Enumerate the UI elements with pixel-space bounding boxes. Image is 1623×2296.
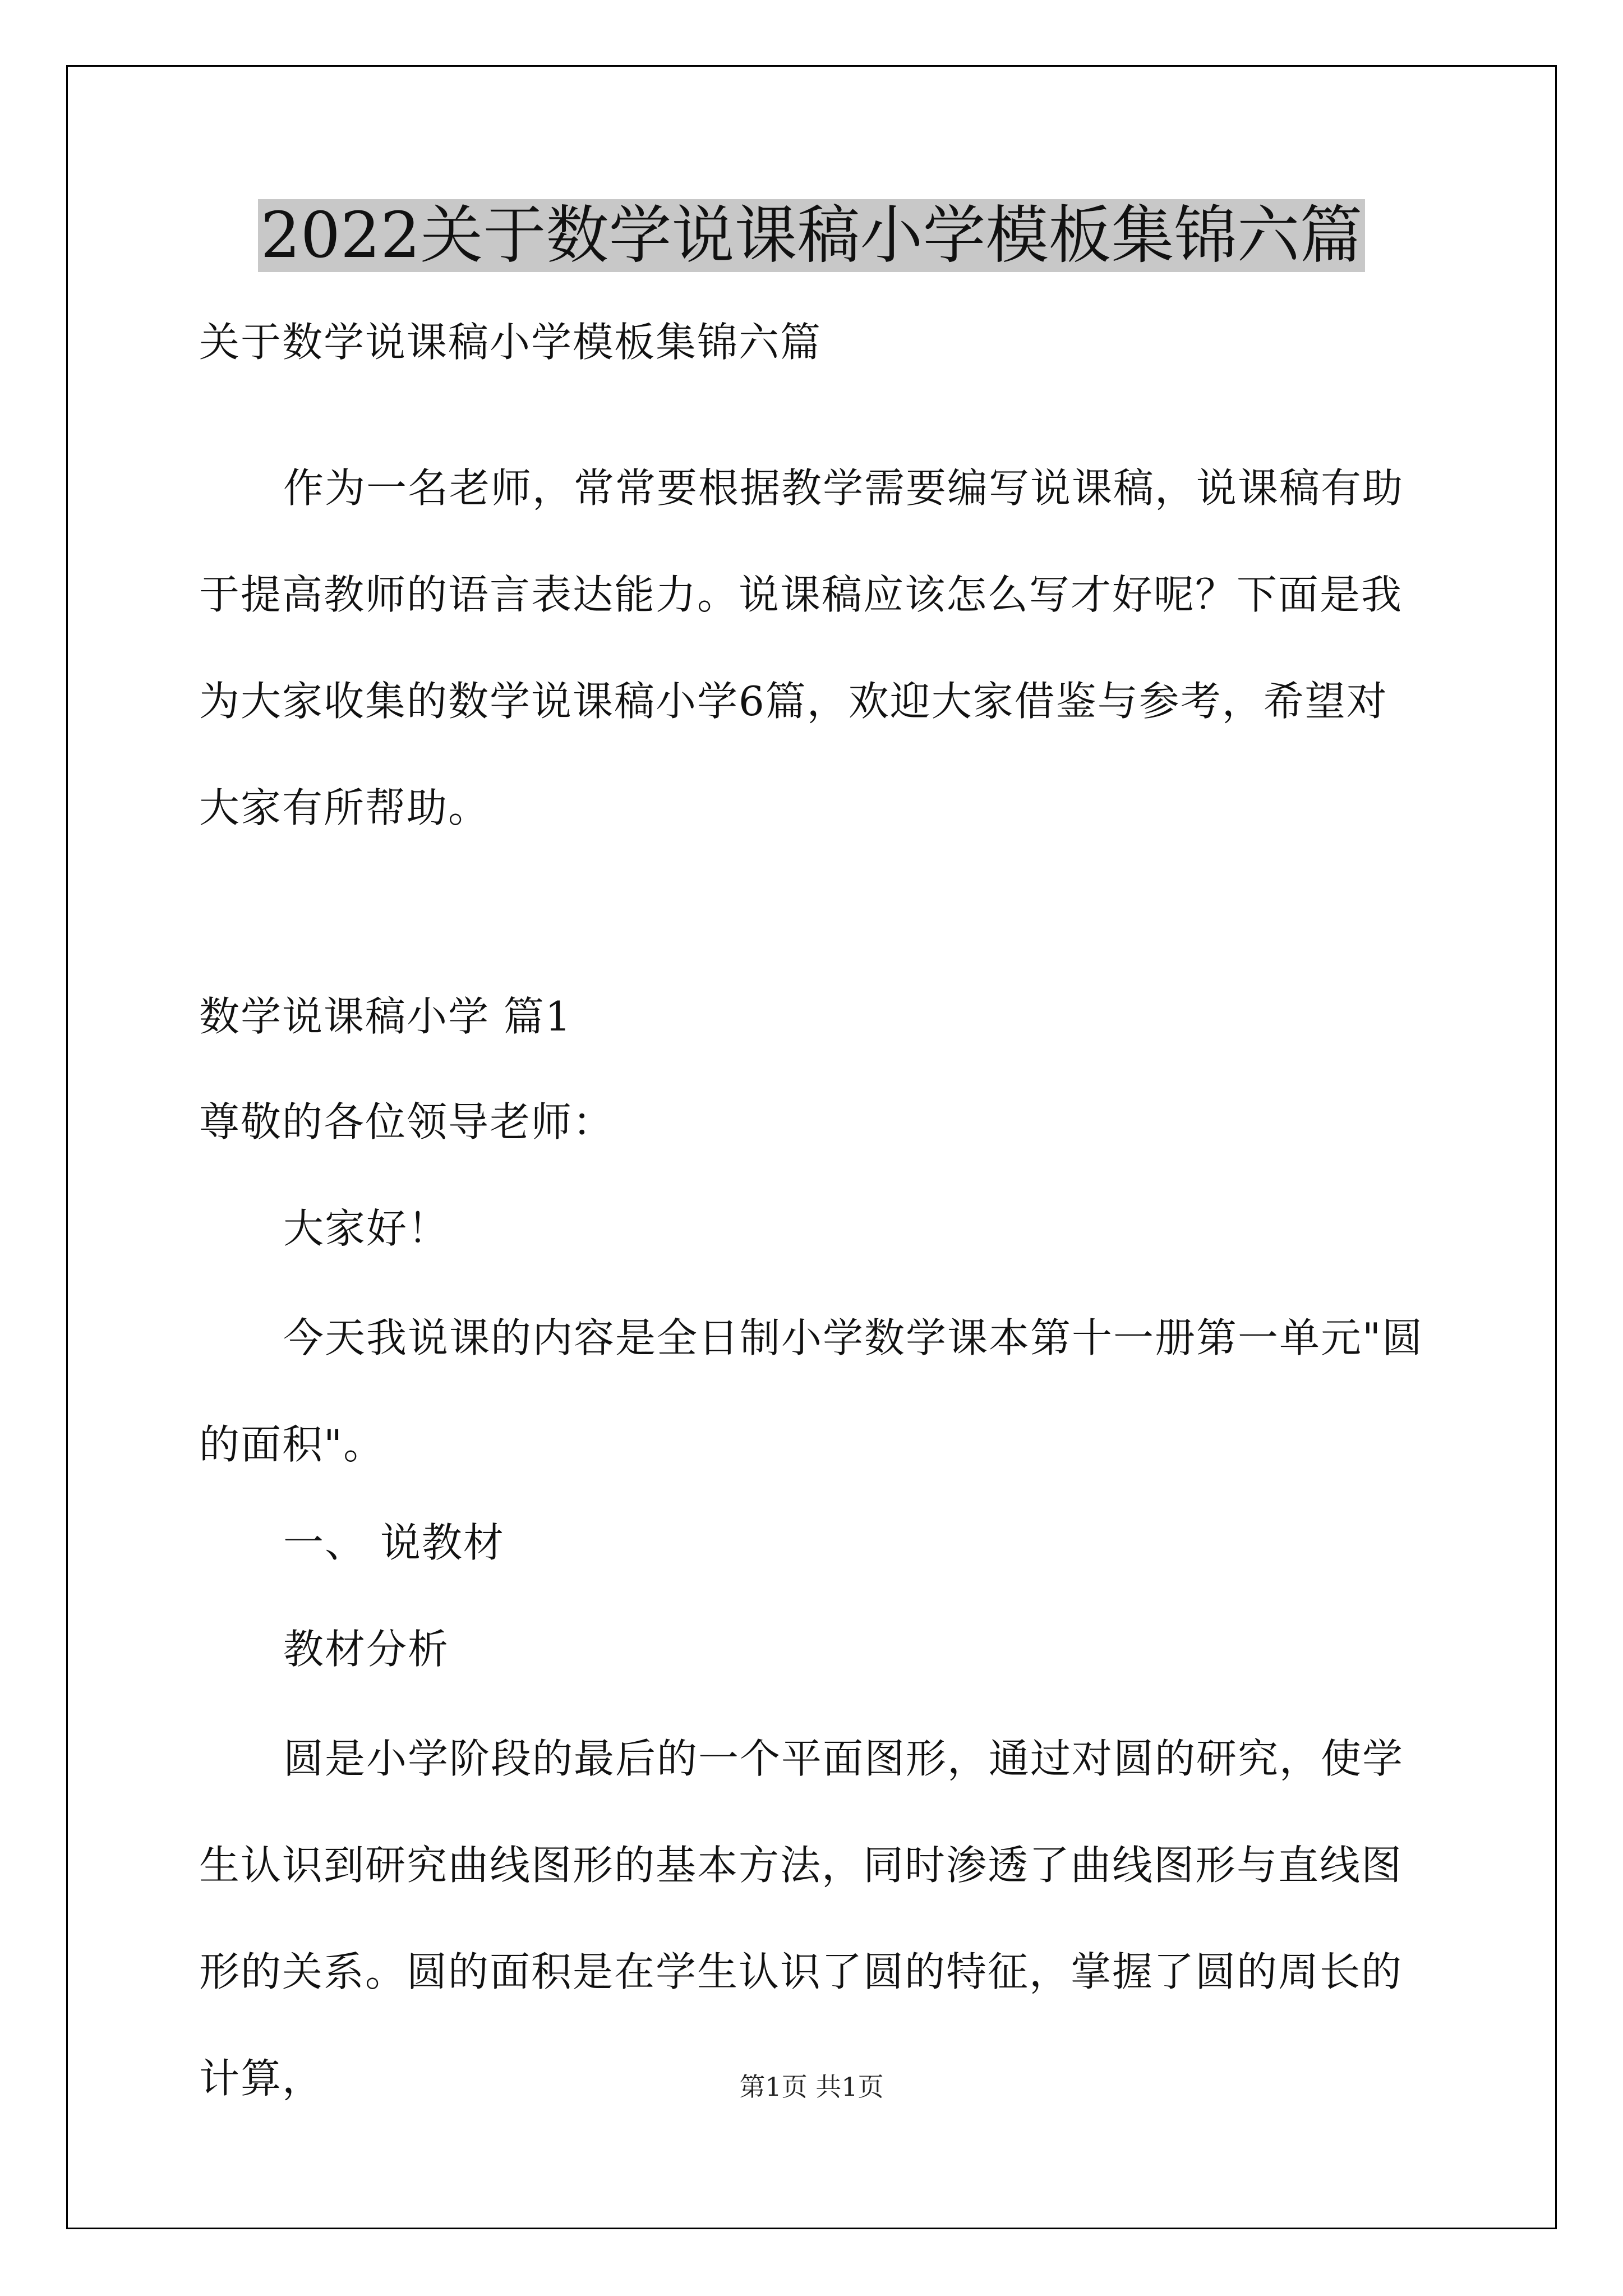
document-title (0, 191, 1623, 280)
part-one-heading: 一、 说教材 (283, 1519, 505, 1566)
intro-paragraph: 作为一名老师，常常要根据教学需要编写说课稿，说课稿有助于提高教师的语言表达能力。说课稿应该怎么写才好呢？下面是我为大家收集的数学说课稿小学6篇，欢迎大家借鉴与参考，希望对大家有所帮助。 (199, 464, 1404, 831)
document-title-text: 2022关于数学说课稿小学模板集锦六篇 (258, 199, 1364, 272)
salutation: 尊敬的各位领导老师： (199, 1098, 615, 1145)
document-subtitle: 关于数学说课稿小学模板集锦六篇 (199, 319, 822, 366)
greeting: 大家好！ (283, 1205, 450, 1252)
analysis-heading: 教材分析 (283, 1626, 450, 1673)
section-heading: 数学说课稿小学 篇1 (199, 993, 572, 1040)
page-footer: 第1页 共1页 (739, 2072, 884, 2102)
content-intro-paragraph: 今天我说课的内容是全日制小学数学课本第十一册第一单元"圆的面积"。 (199, 1314, 1424, 1468)
analysis-paragraph: 圆是小学阶段的最后的一个平面图形，通过对圆的研究，使学生认识到研究曲线图形的基本方法，同时渗透了曲线图形与直线图形的关系。圆的面积是在学生认识了圆的特征，掌握了圆的周长的计算， (199, 1735, 1404, 2102)
